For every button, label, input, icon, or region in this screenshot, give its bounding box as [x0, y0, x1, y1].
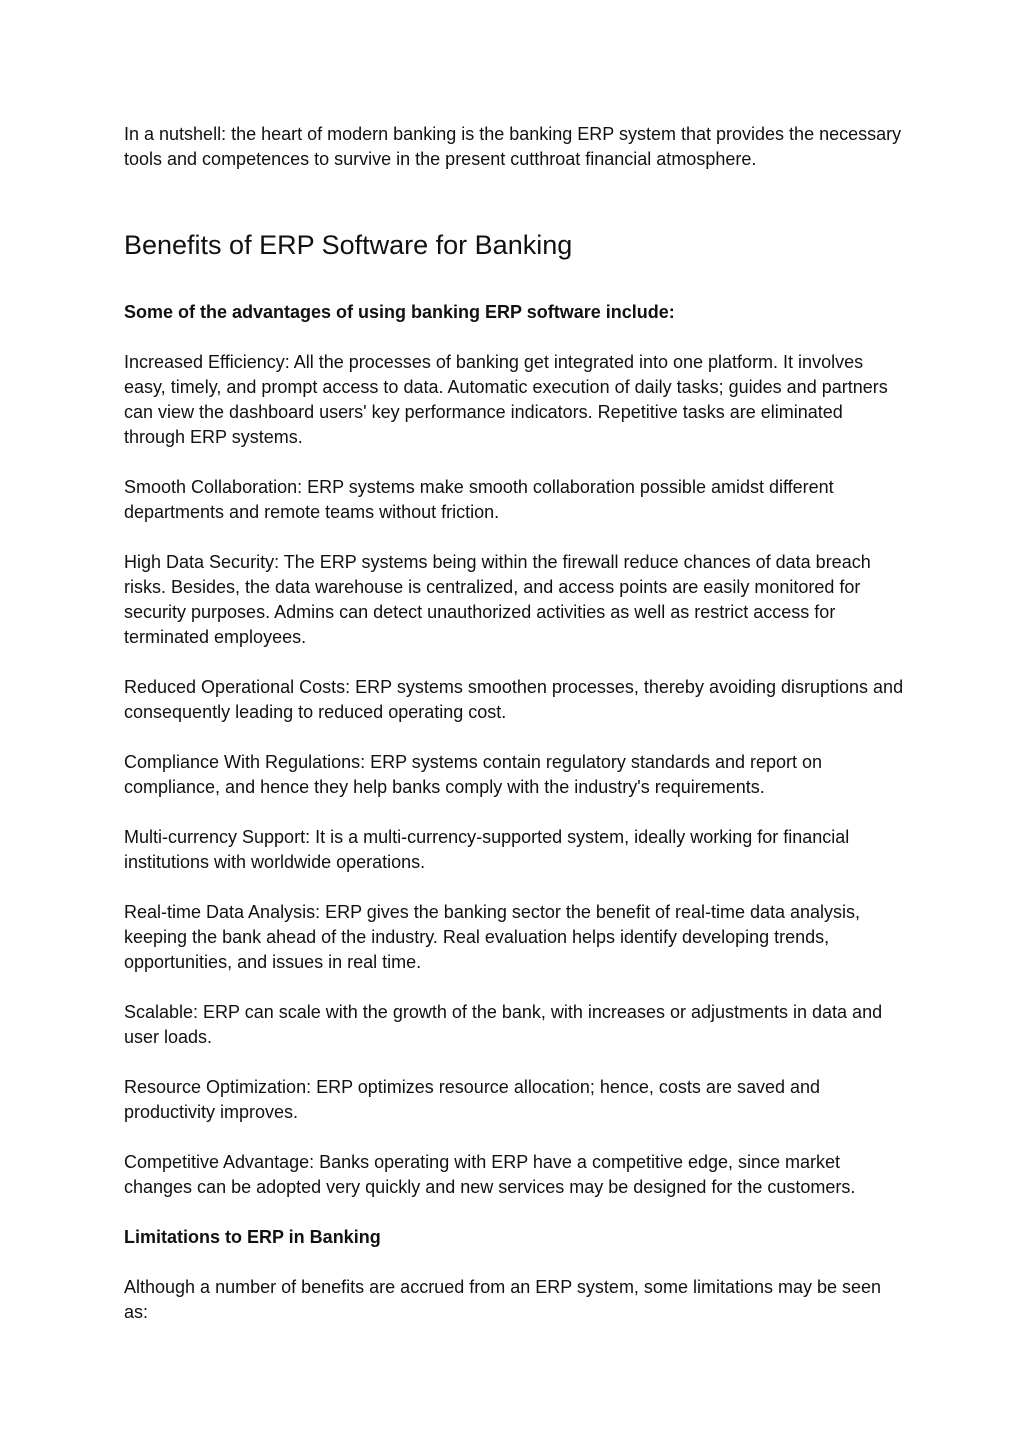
benefit-paragraph: Compliance With Regulations: ERP systems contain regulatory standards and report on compliance, and hence they help banks comply with the industry's requirements.	[124, 752, 823, 797]
advantages-subheading: Some of the advantages of using banking ERP software include:	[124, 302, 675, 322]
limitations-intro-paragraph: Although a number of benefits are accrued from an ERP system, some limitations may be seen as:	[124, 1277, 882, 1322]
benefit-paragraph: Real-time Data Analysis: ERP gives the banking sector the benefit of real-time data analysis, keeping the bank ahead of the industry. Real evaluation helps identify developing trends, opportunities, and issues in real time.	[124, 902, 861, 972]
benefit-paragraph: Resource Optimization: ERP optimizes resource allocation; hence, costs are saved and productivity improves.	[124, 1077, 821, 1122]
section-heading: Benefits of ERP Software for Banking	[124, 230, 573, 260]
benefit-paragraph: Increased Efficiency: All the processes of banking get integrated into one platform. It involves easy, timely, and prompt access to data. Automatic execution of daily tasks; guides and partners can view the dashboard users' key performance indicators. Repetitive tasks are eliminated through ERP systems.	[124, 352, 888, 447]
benefit-paragraph: Reduced Operational Costs: ERP systems smoothen processes, thereby avoiding disruptions and consequently leading to reduced operating cost.	[124, 677, 904, 722]
benefit-paragraph: Multi-currency Support: It is a multi-currency-supported system, ideally working for financial institutions with worldwide operations.	[124, 827, 850, 872]
intro-paragraph: In a nutshell: the heart of modern banking is the banking ERP system that provides the necessary tools and competences to survive in the present cutthroat financial atmosphere.	[124, 124, 902, 169]
benefit-paragraph: Scalable: ERP can scale with the growth of the bank, with increases or adjustments in data and user loads.	[124, 1002, 883, 1047]
benefit-paragraph: Smooth Collaboration: ERP systems make smooth collaboration possible amidst different departments and remote teams without friction.	[124, 477, 834, 522]
benefit-paragraph: High Data Security: The ERP systems being within the firewall reduce chances of data breach risks. Besides, the data warehouse is centralized, and access points are easily monitored for security purposes. Admins can detect unauthorized activities as well as restrict access for terminated employees.	[124, 552, 871, 647]
benefit-paragraph: Competitive Advantage: Banks operating with ERP have a competitive edge, since market changes can be adopted very quickly and new services may be designed for the customers.	[124, 1152, 856, 1197]
limitations-heading: Limitations to ERP in Banking	[124, 1227, 381, 1247]
